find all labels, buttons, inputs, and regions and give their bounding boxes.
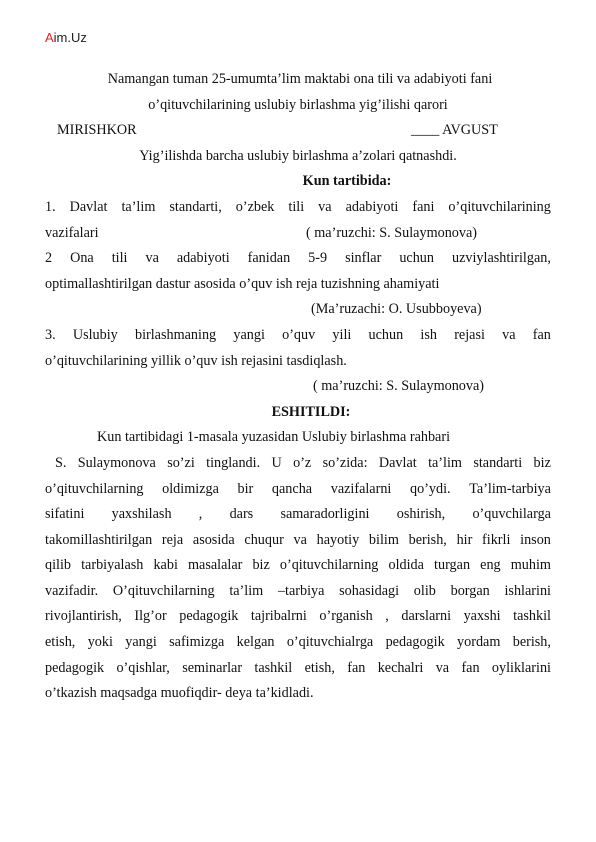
word: yangi (125, 634, 157, 651)
word: 5-9 (308, 250, 328, 267)
word: 1. (45, 198, 56, 215)
word: yoki (87, 634, 113, 651)
word: inson (520, 531, 551, 548)
word: Uslubiy (72, 326, 118, 343)
word: o’zbek (235, 198, 275, 215)
word: vazifadir. (45, 582, 99, 599)
word: pedagogik (45, 659, 105, 676)
word: etish, (304, 659, 335, 676)
word: o’qishlar, (116, 659, 170, 676)
word: fan (347, 659, 366, 676)
heard-heading: ESHITILDI: (271, 403, 351, 420)
word: fan (532, 326, 551, 343)
word: oyliklarini (491, 659, 551, 676)
heard-last-line: o’tkazish maqsadga muofiqdir- deya ta’kidladi. (45, 685, 314, 702)
word: rivojlantirish, (45, 608, 122, 625)
word: borgan (450, 582, 490, 599)
word: yaxshilash (111, 506, 172, 523)
word: U (271, 454, 282, 471)
word: uchun (399, 250, 434, 267)
heard-line (45, 528, 551, 554)
word: va (435, 659, 450, 676)
word: qancha (271, 480, 313, 497)
word: Davlat (378, 454, 417, 471)
site-logo: Aim.Uz (45, 30, 87, 45)
word: o’qituvchilarining (448, 198, 551, 215)
heard-line (45, 477, 551, 503)
word: tili (288, 198, 305, 215)
word: so’zida: (322, 454, 368, 471)
word: uzviylashtirilgan, (451, 250, 551, 267)
word: , (385, 608, 389, 625)
word: sinflar (345, 250, 382, 267)
word: turgan (434, 557, 471, 574)
word: reja (161, 531, 184, 548)
approval-row (45, 118, 551, 144)
word: dars (229, 506, 254, 523)
word: pedagogik (385, 634, 445, 651)
word: Davlat (69, 198, 108, 215)
heard-line (45, 604, 551, 630)
word: tajribalrni (250, 608, 307, 625)
word: birlashmaning (134, 326, 217, 343)
word: adabiyoti (176, 250, 230, 267)
word: rejasi (454, 326, 485, 343)
word: o’qituvchilarning (45, 480, 144, 497)
word: tili (111, 250, 128, 267)
word: yaxshi (463, 608, 501, 625)
word: darslarni (401, 608, 452, 625)
agenda-item-3 (45, 323, 551, 349)
word: yili (332, 326, 352, 343)
word: fani (412, 198, 435, 215)
word: oldida (388, 557, 424, 574)
word: vazifalarni (330, 480, 392, 497)
word: standarti (473, 454, 523, 471)
agenda-heading: Kun tartibida: (302, 173, 392, 190)
word: , (198, 506, 203, 523)
word: ta’lim (428, 454, 462, 471)
word: S. (55, 454, 67, 471)
approval-label: MIRISHKOR (57, 122, 137, 139)
word: va (502, 326, 516, 343)
word: o’quvchilarga (472, 506, 551, 523)
heard-paragraph (45, 451, 551, 681)
word: yordam (457, 634, 501, 651)
date-field: ____ AVGUST (411, 122, 498, 139)
word: kechalri (377, 659, 424, 676)
word: qo’ydi. (410, 480, 451, 497)
word: Sulaymonova (77, 454, 156, 471)
header-line-2: o’qituvchilarining uslubiy birlashma yig’ilishi qarori (148, 96, 448, 113)
speaker-3: ( ma’ruzchi: S. Sulaymonova) (313, 378, 484, 395)
heard-intro: Kun tartibidagi 1-masala yuzasidan Uslubiy birlashma rahbari (97, 429, 451, 446)
word: bilim (368, 531, 399, 548)
word: o’quv (282, 326, 316, 343)
word: eng (480, 557, 501, 574)
agenda-item-3-cont: o’qituvchilarining yillik o’quv ish rejasini tasdiqlash. (45, 352, 347, 369)
word: oldimizga (162, 480, 219, 497)
speaker-2: (Ma’ruzachi: O. Usubboyeva) (311, 301, 482, 318)
word: hayotiy (316, 531, 360, 548)
word: Ta’lim-tarbiya (469, 480, 551, 497)
word: biz (533, 454, 551, 471)
word: seminarlar (182, 659, 243, 676)
word: Ona (70, 250, 94, 267)
word: hir (456, 531, 473, 548)
word: standarti, (169, 198, 222, 215)
word: o’qituvchilarning (279, 557, 379, 574)
word: ta’lim (229, 582, 264, 599)
word: ta’lim (121, 198, 156, 215)
word: Ilg’or (134, 608, 167, 625)
word: masalalar (187, 557, 243, 574)
word: muhim (510, 557, 551, 574)
word: olib (413, 582, 436, 599)
word: bir (237, 480, 254, 497)
word: fan (461, 659, 480, 676)
word: ishlarini (504, 582, 551, 599)
word: o’rganish (319, 608, 373, 625)
heard-line (45, 630, 551, 656)
word: fikrli (482, 531, 511, 548)
word: va (293, 531, 307, 548)
word: tashkil (254, 659, 293, 676)
word: pedagogik (179, 608, 239, 625)
agenda-item-1 (45, 195, 551, 221)
word: berish, (408, 531, 447, 548)
word: berish, (512, 634, 551, 651)
agenda-item-2 (45, 246, 551, 272)
word: o’qituvchialrga (286, 634, 374, 651)
word: qilib (45, 557, 72, 574)
word: sifatini (45, 506, 85, 523)
word: adabiyoti (345, 198, 399, 215)
word: tashkil (513, 608, 551, 625)
heard-line (45, 553, 551, 579)
word: chuqur (244, 531, 284, 548)
word: o’z (293, 454, 312, 471)
word: kelgan (236, 634, 275, 651)
word: uchun (368, 326, 404, 343)
word: sohasidagi (339, 582, 400, 599)
word: asosida (192, 531, 235, 548)
heard-line (45, 502, 551, 528)
word: ish (420, 326, 437, 343)
word: oshirish, (396, 506, 446, 523)
document-body (45, 67, 551, 707)
word: 3. (45, 326, 56, 343)
word: tarbiyalash (81, 557, 144, 574)
word: kabi (153, 557, 178, 574)
word: O’qituvchilarning (112, 582, 215, 599)
heard-line (45, 451, 551, 477)
agenda-item-1-cont: vazifalari ( ma’ruzchi: S. Sulaymonova) (45, 221, 551, 247)
word: 2 (45, 250, 53, 267)
word: safimizga (169, 634, 225, 651)
word: va (318, 198, 332, 215)
word: so’zi (167, 454, 195, 471)
word: –tarbiya (277, 582, 325, 599)
heard-line (45, 656, 551, 682)
word: va (145, 250, 159, 267)
word: tinglandi. (206, 454, 261, 471)
word: fanidan (247, 250, 291, 267)
attendance-line: Yig’ilishda barcha uslubiy birlashma a’zolari qatnashdi. (139, 147, 457, 164)
word: etish, (45, 634, 76, 651)
word: biz (252, 557, 270, 574)
word: yangi (233, 326, 265, 343)
speaker-1: ( ma’ruzchi: S. Sulaymonova) (306, 224, 477, 241)
word: takomillashtirilgan (45, 531, 153, 548)
agenda-item-2-cont: optimallashtirilgan dastur asosida o’quv ish reja tuzishning ahamiyati (45, 275, 440, 292)
heard-line (45, 579, 551, 605)
header-line-1: Namangan tuman 25-umumta’lim maktabi ona tili va adabiyoti fani (107, 71, 493, 87)
word: samaradorligini (280, 506, 370, 523)
